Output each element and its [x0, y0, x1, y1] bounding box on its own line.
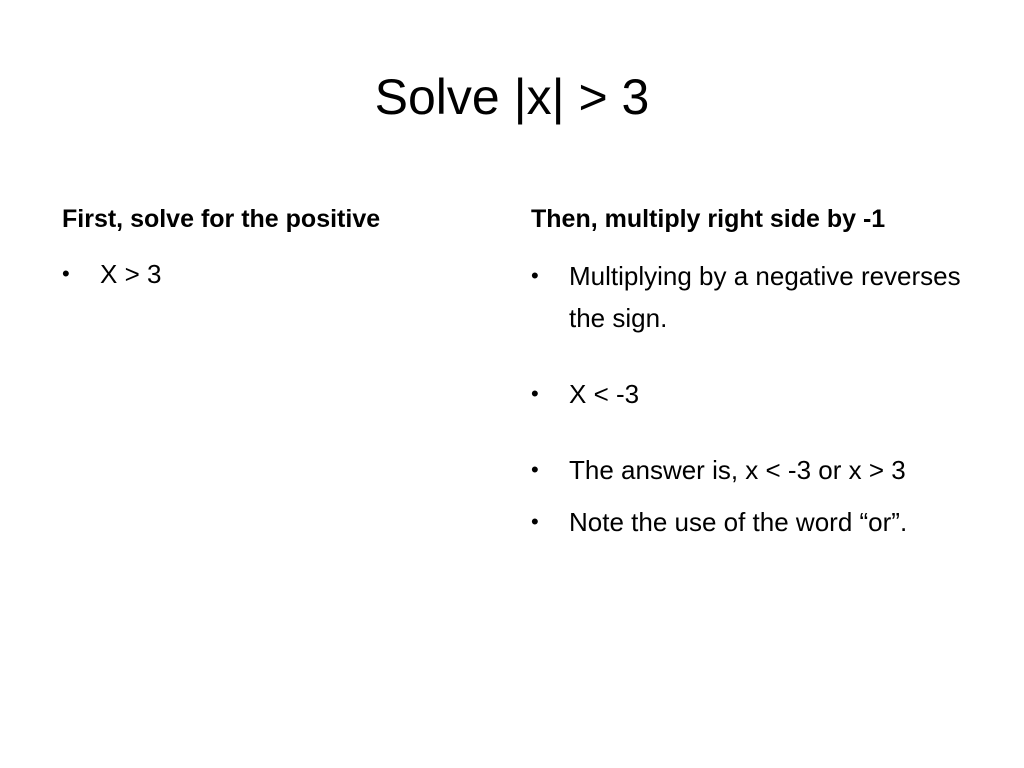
bullet-item: • X < -3: [531, 373, 971, 415]
left-column: [62, 200, 492, 295]
left-bullet-list: [62, 253, 492, 295]
right-column: [531, 200, 971, 543]
right-column-heading: Then, multiply right side by -1: [531, 205, 886, 233]
left-column-heading: First, solve for the positive: [62, 205, 381, 233]
bullet-item: • X > 3: [62, 253, 492, 295]
right-bullet-list: [531, 255, 971, 543]
bullet-item: • Multiplying by a negative reverses the sign.: [531, 255, 971, 339]
bullet-item: • The answer is, x < -3 or x > 3: [531, 449, 971, 491]
bullet-item: • Note the use of the word “or”.: [531, 501, 971, 543]
slide-title: Solve |x| > 3: [374, 69, 650, 125]
